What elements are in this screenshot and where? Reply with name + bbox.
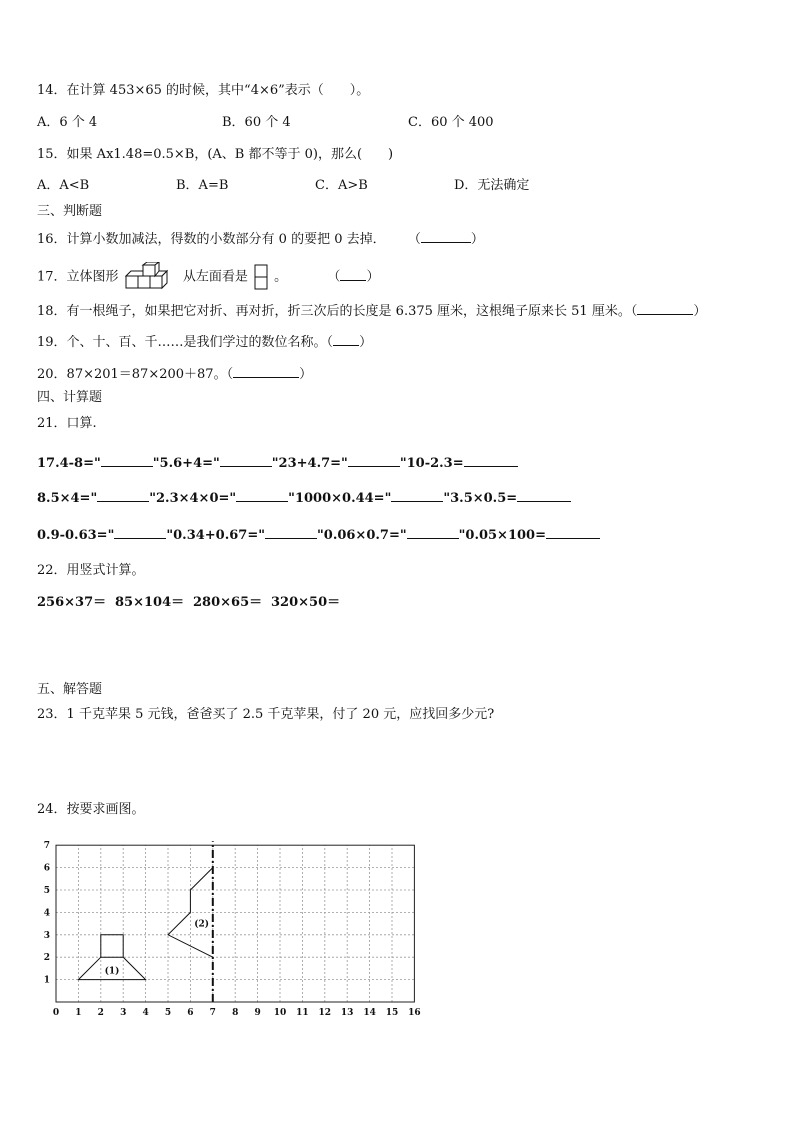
x-axis-tick-label: 7 bbox=[209, 1008, 216, 1018]
y-axis-tick-label: 3 bbox=[43, 930, 50, 941]
q22-item: 280×65＝ bbox=[193, 595, 263, 610]
q19-text: 19．个、十、百、千……是我们学过的数位名称。 bbox=[37, 335, 327, 350]
q23-text: 23．1 千克苹果 5 元钱，爸爸买了 2.5 千克苹果，付了 20 元，应找回多少元? bbox=[37, 707, 495, 722]
q21-blank[interactable] bbox=[464, 453, 518, 467]
q21-blank[interactable] bbox=[546, 525, 600, 539]
q21-blank[interactable] bbox=[348, 453, 400, 467]
q17-answer-blank[interactable] bbox=[340, 267, 366, 281]
y-axis-tick-label: 2 bbox=[43, 953, 50, 964]
y-axis-tick-label: 1 bbox=[43, 975, 50, 986]
q14-option-b[interactable]: B．60 个 4 bbox=[222, 115, 291, 130]
q21-expr: "2.3×4×0=" bbox=[149, 491, 237, 506]
q20-text: 20．87×201＝87×200＋87。 bbox=[37, 367, 227, 382]
q19-paren-close: ） bbox=[359, 335, 373, 350]
q22-item: 320×50＝ bbox=[271, 595, 341, 610]
q21-expr: "0.34+0.67=" bbox=[166, 528, 265, 543]
q21-row-3 bbox=[37, 525, 600, 545]
q19 bbox=[37, 332, 372, 352]
x-axis-tick-label: 14 bbox=[363, 1008, 376, 1018]
q20-paren-close: ） bbox=[299, 367, 313, 382]
x-axis-tick-label: 9 bbox=[254, 1008, 261, 1018]
q16-paren-open: （ bbox=[407, 232, 421, 247]
left-view-figure-icon bbox=[254, 264, 268, 290]
q14-stem: 14．在计算 453×65 的时候，其中“4×6”表示（ ）。 bbox=[37, 83, 370, 98]
q18 bbox=[37, 301, 706, 321]
q21-blank[interactable] bbox=[236, 488, 288, 502]
q21-blank[interactable] bbox=[97, 488, 149, 502]
q21-blank[interactable] bbox=[114, 525, 166, 539]
q15-option-d[interactable]: D．无法确定 bbox=[454, 178, 530, 193]
q15-stem: 15．如果 Ax1.48=0.5×B，(A、B 都不等于 0)，那么( ) bbox=[37, 147, 394, 162]
q18-text: 18．有一根绳子，如果把它对折、再对折，折三次后的长度是 6.375 厘米，这根绳子原来长 51 厘米。 bbox=[37, 304, 631, 319]
q21-expr: 17.4-8=" bbox=[37, 456, 101, 471]
q21-expr: "3.5×0.5= bbox=[443, 491, 518, 506]
shape-2-label: (2) bbox=[194, 919, 209, 930]
q17-middle: 从左面看是 bbox=[182, 269, 248, 285]
q17-prefix: 17．立体图形 bbox=[37, 269, 119, 285]
q20-paren-open: （ bbox=[226, 367, 234, 382]
q22-item: 256×37＝ bbox=[37, 595, 107, 610]
x-axis-tick-label: 13 bbox=[340, 1008, 354, 1018]
y-axis-tick-label: 4 bbox=[43, 908, 50, 919]
q21-expr: "23+4.7=" bbox=[271, 456, 348, 471]
drawing-grid bbox=[36, 836, 426, 1022]
shape-1-label: (1) bbox=[104, 966, 120, 977]
q16-text: 16．计算小数加减法，得数的小数部分有 0 的要把 0 去掉． bbox=[37, 232, 386, 247]
q21-blank[interactable] bbox=[407, 525, 459, 539]
q16-paren-close: ） bbox=[470, 232, 484, 247]
q21-expr: 0.9-0.63=" bbox=[37, 528, 115, 543]
q21-row-2 bbox=[37, 488, 571, 508]
q18-paren-open: （ bbox=[630, 304, 638, 319]
q21-expr: "10-2.3= bbox=[399, 456, 464, 471]
q22-title: 22．用竖式计算。 bbox=[37, 563, 145, 578]
q21-expr: "0.05×100= bbox=[458, 528, 546, 543]
q22-item: 85×104＝ bbox=[115, 595, 185, 610]
x-axis-tick-label: 1 bbox=[75, 1008, 82, 1018]
x-axis-tick-label: 8 bbox=[232, 1008, 239, 1018]
q18-paren-close: ） bbox=[693, 304, 707, 319]
q19-paren-open: （ bbox=[326, 335, 334, 350]
section-judgement-heading: 三、判断题 bbox=[37, 204, 103, 219]
q24-text: 24．按要求画图。 bbox=[37, 802, 145, 817]
x-axis-tick-label: 4 bbox=[142, 1008, 149, 1018]
q18-answer-blank[interactable] bbox=[637, 301, 693, 315]
q17-paren-close: ） bbox=[366, 269, 380, 285]
q14-option-a[interactable]: A．6 个 4 bbox=[37, 115, 98, 130]
q15-option-a[interactable]: A．A<B bbox=[37, 178, 90, 193]
y-axis-tick-label: 5 bbox=[43, 886, 50, 896]
x-axis-tick-label: 3 bbox=[120, 1008, 127, 1018]
q21-expr: "5.6+4=" bbox=[152, 456, 220, 471]
x-axis-tick-label: 16 bbox=[408, 1008, 421, 1018]
q21-blank[interactable] bbox=[517, 488, 571, 502]
q17 bbox=[37, 262, 379, 292]
y-axis-tick-label: 7 bbox=[43, 841, 50, 852]
q21-blank[interactable] bbox=[391, 488, 443, 502]
q16-answer-blank[interactable] bbox=[421, 229, 471, 243]
x-axis-tick-label: 10 bbox=[273, 1008, 287, 1018]
x-axis-tick-label: 5 bbox=[164, 1008, 172, 1018]
q14-option-c[interactable]: C．60 个 400 bbox=[408, 115, 494, 130]
section-answer-heading: 五、解答题 bbox=[37, 682, 103, 697]
q21-blank[interactable] bbox=[101, 453, 153, 467]
x-axis-tick-label: 11 bbox=[296, 1008, 309, 1018]
q17-paren-open: （ bbox=[327, 269, 341, 285]
q21-expr: 8.5×4=" bbox=[37, 491, 98, 506]
cubes-figure-icon bbox=[125, 262, 177, 292]
q15-option-b[interactable]: B．A=B bbox=[176, 178, 229, 193]
x-axis-tick-label: 15 bbox=[385, 1008, 399, 1018]
x-axis-tick-label: 6 bbox=[187, 1008, 194, 1018]
q17-suffix: 。 bbox=[274, 269, 288, 285]
y-axis-tick-label: 6 bbox=[43, 863, 50, 874]
x-axis-tick-label: 2 bbox=[97, 1008, 104, 1018]
q21-blank[interactable] bbox=[220, 453, 272, 467]
q21-row-1 bbox=[37, 453, 518, 473]
x-axis-tick-label: 12 bbox=[318, 1008, 332, 1018]
q20-answer-blank[interactable] bbox=[233, 364, 299, 378]
q21-blank[interactable] bbox=[265, 525, 317, 539]
q21-expr: "1000×0.44=" bbox=[288, 491, 392, 506]
q15-option-c[interactable]: C．A>B bbox=[315, 178, 368, 193]
q20 bbox=[37, 364, 312, 384]
q19-answer-blank[interactable] bbox=[333, 332, 359, 346]
section-calc-heading: 四、计算题 bbox=[37, 390, 103, 405]
x-axis-tick-label: 0 bbox=[52, 1008, 60, 1018]
q16 bbox=[37, 229, 484, 249]
q21-title: 21．口算. bbox=[37, 416, 97, 431]
q21-expr: "0.06×0.7=" bbox=[317, 528, 407, 543]
